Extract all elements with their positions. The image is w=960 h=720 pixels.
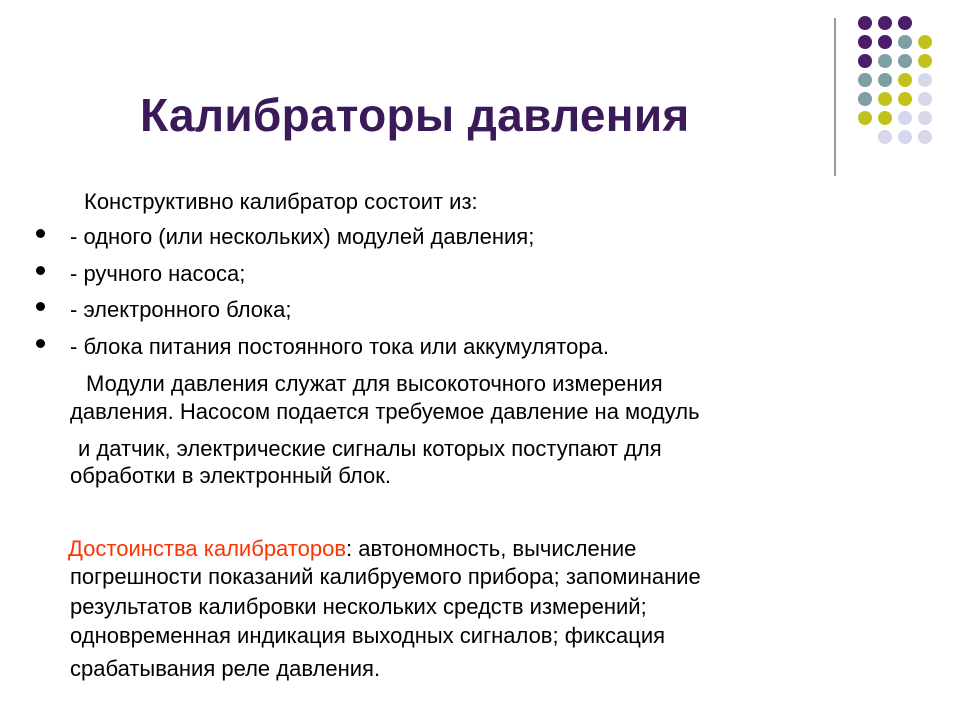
decorative-dot	[898, 35, 912, 49]
slide-title: Калибраторы давления	[140, 89, 690, 141]
bullet-item: - одного (или нескольких) модулей давления;	[70, 224, 535, 249]
bullet-dot	[36, 302, 45, 311]
decorative-dot	[898, 111, 912, 125]
decorative-dot	[858, 111, 872, 125]
paragraph-line: давления. Насосом подается требуемое давление на модуль	[70, 399, 700, 424]
advantages-line: погрешности показаний калибруемого прибора; запоминание	[70, 564, 701, 589]
decorative-dot	[898, 54, 912, 68]
decorative-dot	[918, 130, 932, 144]
bullet-item: - блока питания постоянного тока или аккумулятора.	[70, 334, 609, 359]
decorative-dot	[858, 35, 872, 49]
decorative-dot	[918, 73, 932, 87]
bullet-dot	[36, 339, 45, 348]
advantages-label: Достоинства калибраторов	[68, 536, 347, 561]
paragraph-line: и датчик, электрические сигналы которых поступают для	[78, 436, 662, 461]
decorative-dot	[878, 73, 892, 87]
advantages-lead: : автономность, вычисление	[346, 536, 637, 561]
intro-text: Конструктивно калибратор состоит из:	[84, 189, 478, 214]
decorative-dot-grid	[850, 12, 940, 162]
decorative-dot	[858, 54, 872, 68]
decorative-dot	[918, 111, 932, 125]
decorative-dot	[878, 92, 892, 106]
decorative-dot	[918, 92, 932, 106]
paragraph-line: обработки в электронный блок.	[70, 463, 391, 488]
decorative-dot	[858, 73, 872, 87]
paragraph-line: Модули давления служат для высокоточного измерения	[86, 371, 663, 396]
bullet-item: - ручного насоса;	[70, 261, 246, 286]
advantages-line: одновременная индикация выходных сигналов; фиксация	[70, 623, 666, 648]
bullet-dot	[36, 229, 45, 238]
decorative-dot	[898, 73, 912, 87]
decorative-dot	[858, 16, 872, 30]
decorative-dot	[898, 16, 912, 30]
bullet-dot	[36, 266, 45, 275]
decorative-divider	[834, 18, 836, 176]
bullet-item: - электронного блока;	[70, 297, 292, 322]
decorative-dot	[918, 54, 932, 68]
decorative-dot	[878, 130, 892, 144]
decorative-dot	[878, 16, 892, 30]
decorative-dot	[878, 54, 892, 68]
advantages-line: результатов калибровки нескольких средств измерений;	[70, 594, 647, 619]
advantages-first-line	[68, 536, 636, 562]
decorative-dot	[918, 35, 932, 49]
decorative-dot	[878, 111, 892, 125]
decorative-dot	[898, 92, 912, 106]
advantages-line: срабатывания реле давления.	[70, 656, 381, 681]
decorative-dot	[858, 92, 872, 106]
decorative-dot	[878, 35, 892, 49]
decorative-dot	[898, 130, 912, 144]
